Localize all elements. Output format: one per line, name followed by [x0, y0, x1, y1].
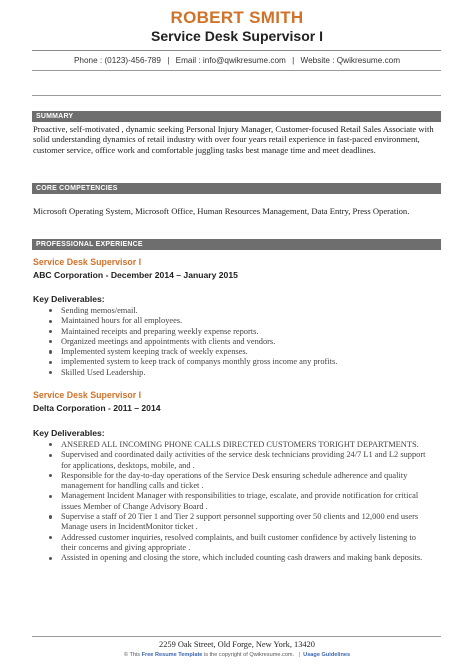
contact-divider-2 — [32, 95, 441, 96]
footer-separator: | — [298, 652, 301, 658]
section-heading-summary: SUMMARY — [32, 111, 441, 122]
list-item: Supervised and coordinated daily activities of the service desk technicians providing 24/7 L1 and L2 support for applications, desktops, mobile, and . — [49, 450, 429, 471]
contact-line — [0, 56, 474, 65]
section-heading-competencies: CORE COMPETENCIES — [32, 183, 441, 194]
list-item: Supervise a staff of 20 Tier 1 and Tier 2 support personnel supporting over 50 clients and 12,000 end users Manage users in IncidentMonitor ticket . — [49, 512, 429, 533]
key-deliverables-label: Key Deliverables: — [33, 428, 105, 438]
list-item: implemented system to keep track of companys monthly gross income any profits. — [49, 357, 429, 367]
contact-divider — [32, 70, 441, 71]
job-company: ABC Corporation - December 2014 – January 2015 — [33, 270, 238, 280]
competencies-text: Microsoft Operating System, Microsoft Office, Human Resources Management, Data Entry, Press Operation. — [33, 206, 410, 216]
job-headline: Service Desk Supervisor I — [151, 28, 323, 44]
footer-divider — [32, 636, 441, 637]
phone-text: Phone : (0123)-456-789 — [73, 56, 161, 65]
contact-separator: | — [292, 56, 295, 65]
footer-address: 2259 Oak Street, Old Forge, New York, 13420 — [159, 640, 315, 649]
candidate-name: ROBERT SMITH — [170, 8, 304, 27]
section-heading-experience: PROFESSIONAL EXPERIENCE — [32, 239, 441, 250]
key-deliverables-label: Key Deliverables: — [33, 294, 105, 304]
job-title: Service Desk Supervisor I — [33, 390, 142, 400]
copyright-suffix: is the copyright of Qwikresume.com. — [202, 652, 296, 658]
job-title: Service Desk Supervisor I — [33, 257, 142, 267]
list-item: Organized meetings and appointments with clients and vendors. — [49, 337, 429, 347]
job-company: Delta Corporation - 2011 – 2014 — [33, 403, 161, 413]
header-divider — [32, 50, 441, 51]
list-item: Implemented system keeping track of weekly expenses. — [49, 347, 429, 357]
list-item: Management Incident Manager with responsibilities to triage, escalate, and provide notification for critical issues Member of Change Advisory Board . — [49, 491, 429, 512]
list-item: Skilled Used Leadership. — [49, 368, 429, 378]
list-item: Maintained receipts and preparing weekly expense reports. — [49, 327, 429, 337]
footer-copyright — [0, 652, 474, 658]
deliverables-list — [33, 440, 429, 564]
website-text: Website : Qwikresume.com — [300, 56, 401, 65]
list-item: Maintained hours for all employees. — [49, 316, 429, 326]
usage-guidelines-link[interactable]: Usage Guidelines — [303, 652, 351, 658]
contact-separator: | — [167, 56, 170, 65]
list-item: Sending memos/email. — [49, 306, 429, 316]
free-resume-template-link[interactable]: Free Resume Template — [141, 652, 203, 658]
list-item: Addressed customer inquiries, resolved complaints, and built customer confidence by actively listening to their concerns and giving appropriate . — [49, 533, 429, 554]
list-item: ANSERED ALL INCOMING PHONE CALLS DIRECTED CUSTOMERS TORIGHT DEPARTMENTS. — [49, 440, 429, 450]
list-item: Assisted in opening and closing the store, which included counting cash drawers and making bank deposits. — [49, 553, 429, 563]
summary-text: Proactive, self-motivated , dynamic seeking Personal Injury Manager, Customer-focused Retail Sales Associate with solid understanding dynamics of retail industry with over four years retail experience in fast-paced environment, customer service, office work and comfortable juggling tasks best manage time and meet deadlines. — [33, 124, 434, 155]
email-text: Email : info@qwikresume.com — [175, 56, 286, 65]
list-item: Responsible for the day-to-day operations of the Service Desk ensuring schedule adherence and quality management for handling calls and ticket . — [49, 471, 429, 492]
deliverables-list — [33, 306, 429, 378]
copyright-prefix: © This — [123, 652, 142, 658]
